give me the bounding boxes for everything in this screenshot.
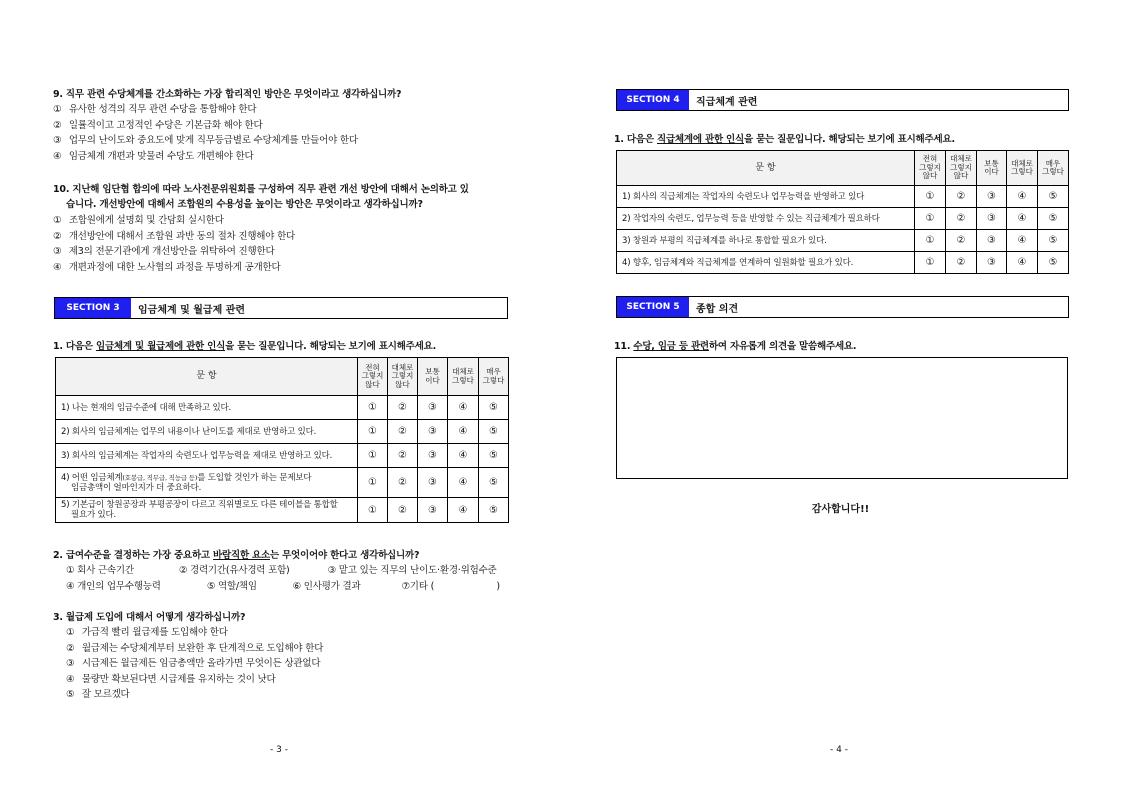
- s3-q2-option-2[interactable]: ② 경력기간(유사경력 포함): [178, 565, 290, 576]
- s3-q2-option-5[interactable]: ⑤ 역할/책임: [206, 581, 257, 592]
- table-row: [617, 208, 1069, 230]
- scale-header-5: 매우 그렇다: [1038, 151, 1069, 186]
- s3-q3-option-3[interactable]: ③ 시급제든 월급제든 임금총액만 올라가면 무엇이든 상관없다: [66, 658, 321, 669]
- choice-5[interactable]: ⑤: [479, 444, 509, 468]
- row-item-text: 1) 나는 현재의 임금수준에 대해 만족하고 있다.: [56, 396, 358, 420]
- page-number: - 4 -: [830, 745, 848, 755]
- s5-q11-title: 11. 수당, 임금 등 관련하여 자유롭게 의견을 말씀해주세요.: [614, 341, 857, 352]
- choice-2[interactable]: ②: [388, 444, 418, 468]
- choice-5[interactable]: ⑤: [1038, 252, 1069, 274]
- s3-q3-option-2[interactable]: ② 월급제는 수당체계부터 보완한 후 단계적으로 도입해야 한다: [66, 642, 324, 654]
- choice-2[interactable]: ②: [388, 498, 418, 523]
- right-page: [560, 0, 1121, 793]
- q9-option-4[interactable]: ④ 임금체계 개편과 맞물려 수당도 개편해야 한다: [53, 150, 254, 162]
- choice-3[interactable]: ③: [418, 420, 448, 444]
- q10-title-line1: 10. 지난해 임단협 합의에 따라 노사전문위원회를 구성하여 직무 관련 개선 방안에 대해서 논의하고 있: [53, 184, 469, 195]
- section5-tag: SECTION 5: [617, 297, 689, 317]
- choice-1[interactable]: ①: [915, 252, 946, 274]
- section4-title: 직급체계 관련: [696, 96, 758, 108]
- choice-4[interactable]: ④: [448, 444, 479, 468]
- choice-1[interactable]: ①: [915, 186, 946, 208]
- s3-q1-title: 1. 다음은 임금체계 및 월급제에 관한 인식을 묻는 질문입니다. 해당되는 보기에 표시해주세요.: [53, 341, 436, 352]
- item-column-header: 문 항: [56, 358, 358, 396]
- row-item-text: 2) 작업자의 숙련도, 업무능력 등을 반영할 수 있는 직급체계가 필요하다: [617, 208, 915, 230]
- choice-4[interactable]: ④: [1007, 252, 1038, 274]
- row-item-text: 1) 회사의 직급체계는 작업자의 숙련도나 업무능력을 반영하고 있다: [617, 186, 915, 208]
- choice-1[interactable]: ①: [358, 420, 388, 444]
- section4-tag: SECTION 4: [617, 90, 689, 110]
- scale-header-1: 전혀 그렇지 않다: [358, 358, 388, 396]
- free-comment-box[interactable]: [616, 357, 1068, 479]
- table-row: [617, 252, 1069, 274]
- s3-q2-title: 2. 급여수준을 결정하는 가장 중요하고 바람직한 요소는 무엇이어야 한다고 생각하십니까?: [53, 550, 420, 561]
- scale-header-4: 대체로 그렇다: [1007, 151, 1038, 186]
- s3-q2-option-1[interactable]: ① 회사 근속기간: [66, 565, 134, 576]
- s3-q2-option-7-close: ): [496, 581, 500, 592]
- row-item-text: 3) 창원과 부평의 직급체계를 하나로 통합할 필요가 있다.: [617, 230, 915, 252]
- s3-q2-option-3[interactable]: ③ 맡고 있는 직무의 난이도·환경·위험수준: [327, 565, 497, 576]
- left-page: [0, 0, 560, 793]
- choice-1[interactable]: ①: [358, 468, 388, 498]
- choice-3[interactable]: ③: [418, 498, 448, 523]
- q9-options: [53, 102, 358, 164]
- q10-option-1[interactable]: ① 조합원에게 설명회 및 간담회 실시한다: [53, 215, 224, 226]
- scale-header-4: 대체로 그렇다: [448, 358, 479, 396]
- choice-1[interactable]: ①: [915, 208, 946, 230]
- section4-likert-table: [616, 150, 1069, 274]
- scale-header-2: 대체로 그렇지 않다: [388, 358, 418, 396]
- row-item-text: 3) 회사의 임금체계는 작업자의 숙련도나 업무능력을 제대로 반영하고 있다.: [56, 444, 358, 468]
- choice-4[interactable]: ④: [448, 396, 479, 420]
- scale-header-2: 대체로 그렇지 않다: [946, 151, 977, 186]
- choice-4[interactable]: ④: [1007, 208, 1038, 230]
- q10-option-4[interactable]: ④ 개편과정에 대한 노사협의 과정을 투명하게 공개한다: [53, 261, 281, 273]
- scale-header-3: 보통 이다: [977, 151, 1007, 186]
- s3-q2-options-row1: [66, 563, 497, 579]
- q10-option-2[interactable]: ② 개선방안에 대해서 조합원 과반 동의 절차 진행해야 한다: [53, 230, 296, 242]
- s3-q3-option-1[interactable]: ① 가급적 빨리 월급제를 도입해야 한다: [66, 627, 228, 638]
- scale-header-1: 전혀 그렇지 않다: [915, 151, 946, 186]
- section5-header: [616, 296, 1069, 318]
- scale-header-5: 매우 그렇다: [479, 358, 509, 396]
- choice-5[interactable]: ⑤: [479, 420, 509, 444]
- choice-5[interactable]: ⑤: [1038, 230, 1069, 252]
- item-column-header: 문 항: [617, 151, 915, 186]
- row-item-text: 4) 어떤 임금체계(호봉급, 직무급, 직능급 등)를 도입할 것인가 하는 문제보다 임금총액이 얼마인지가 더 중요하다.: [56, 468, 358, 498]
- section5-title: 종합 의견: [696, 303, 739, 315]
- page-number: - 3 -: [270, 745, 288, 755]
- s3-q3-options: [66, 625, 323, 703]
- table-row: [56, 444, 509, 468]
- q9-option-2[interactable]: ② 일률적이고 고정적인 수당은 기본급화 해야 한다: [53, 119, 263, 131]
- choice-2[interactable]: ②: [946, 252, 977, 274]
- choice-3[interactable]: ③: [418, 396, 448, 420]
- table-header-row: [617, 151, 1069, 186]
- s4-q1-title: 1. 다음은 직급체계에 관한 인식을 묻는 질문입니다. 해당되는 보기에 표시해주세요.: [614, 134, 955, 145]
- choice-3[interactable]: ③: [418, 468, 448, 498]
- section3-header: [54, 297, 508, 319]
- table-row: [617, 186, 1069, 208]
- choice-3[interactable]: ③: [977, 252, 1007, 274]
- section3-tag: SECTION 3: [55, 298, 131, 318]
- choice-1[interactable]: ①: [915, 230, 946, 252]
- row-item-text: 4) 향후, 임금체계와 직급체계를 연계하여 일원화할 필요가 있다.: [617, 252, 915, 274]
- scale-header-3: 보통 이다: [418, 358, 448, 396]
- choice-3[interactable]: ③: [977, 208, 1007, 230]
- choice-4[interactable]: ④: [448, 498, 479, 523]
- table-row: [617, 230, 1069, 252]
- table-row: [56, 396, 509, 420]
- choice-2[interactable]: ②: [946, 208, 977, 230]
- choice-3[interactable]: ③: [418, 444, 448, 468]
- choice-4[interactable]: ④: [448, 420, 479, 444]
- choice-5[interactable]: ⑤: [1038, 208, 1069, 230]
- choice-1[interactable]: ①: [358, 396, 388, 420]
- row-item-text: 5) 기본급이 창원공장과 부평공장이 다르고 직위별로도 다른 테이블을 통합할 필요가 있다.: [56, 498, 358, 523]
- choice-3[interactable]: ③: [977, 186, 1007, 208]
- choice-4[interactable]: ④: [1007, 230, 1038, 252]
- choice-2[interactable]: ②: [946, 230, 977, 252]
- table-row: [56, 468, 509, 498]
- choice-3[interactable]: ③: [977, 230, 1007, 252]
- s3-q2-option-4[interactable]: ④ 개인의 업무수행능력: [66, 581, 161, 592]
- q10-option-3[interactable]: ③ 제3의 전문기관에게 개선방안을 위탁하여 진행한다: [53, 246, 275, 257]
- s3-q2-option-7[interactable]: ⑦기타 (: [401, 581, 435, 592]
- choice-2[interactable]: ②: [388, 396, 418, 420]
- q9-option-3[interactable]: ③ 업무의 난이도와 중요도에 맞게 직무등급별로 수당체계를 만들어야 한다: [53, 135, 358, 146]
- s3-q2-option-6[interactable]: ⑥ 인사평가 결과: [292, 581, 361, 592]
- choice-5[interactable]: ⑤: [479, 396, 509, 420]
- q9-title: 9. 직무 관련 수당체계를 간소화하는 가장 합리적인 방안은 무엇이라고 생각하십니까?: [53, 89, 402, 100]
- section3-likert-table: [55, 357, 509, 523]
- row-item-text: 2) 회사의 임금체계는 업무의 내용이나 난이도를 제대로 반영하고 있다.: [56, 420, 358, 444]
- choice-5[interactable]: ⑤: [479, 468, 509, 498]
- choice-1[interactable]: ①: [358, 444, 388, 468]
- choice-1[interactable]: ①: [358, 498, 388, 523]
- choice-5[interactable]: ⑤: [479, 498, 509, 523]
- section3-title: 임금체계 및 월급제 관련: [138, 304, 246, 316]
- s3-q2-options-row2: [66, 579, 500, 595]
- thanks-text: 감사합니다!!: [811, 504, 870, 515]
- choice-2[interactable]: ②: [946, 186, 977, 208]
- choice-5[interactable]: ⑤: [1038, 186, 1069, 208]
- s3-q3-option-5[interactable]: ⑤ 잘 모르겠다: [66, 689, 130, 700]
- q9-option-1[interactable]: ① 유사한 성격의 직무 관련 수당을 통합해야 한다: [53, 104, 257, 115]
- choice-2[interactable]: ②: [388, 420, 418, 444]
- table-row: [56, 420, 509, 444]
- choice-4[interactable]: ④: [448, 468, 479, 498]
- s3-q3-option-4[interactable]: ④ 물량만 확보된다면 시급제를 유지하는 것이 낫다: [66, 673, 276, 685]
- table-row: [56, 498, 509, 523]
- q10-options: [53, 213, 295, 275]
- s3-q3-title: 3. 월급제 도입에 대해서 어떻게 생각하십니까?: [53, 612, 246, 623]
- choice-2[interactable]: ②: [388, 468, 418, 498]
- choice-4[interactable]: ④: [1007, 186, 1038, 208]
- table-header-row: [56, 358, 509, 396]
- section4-header: [616, 89, 1069, 111]
- q10-title-line2: 습니다. 개선방안에 대해서 조합원의 수용성을 높이는 방안은 무엇이라고 생각하십니까?: [66, 199, 423, 210]
